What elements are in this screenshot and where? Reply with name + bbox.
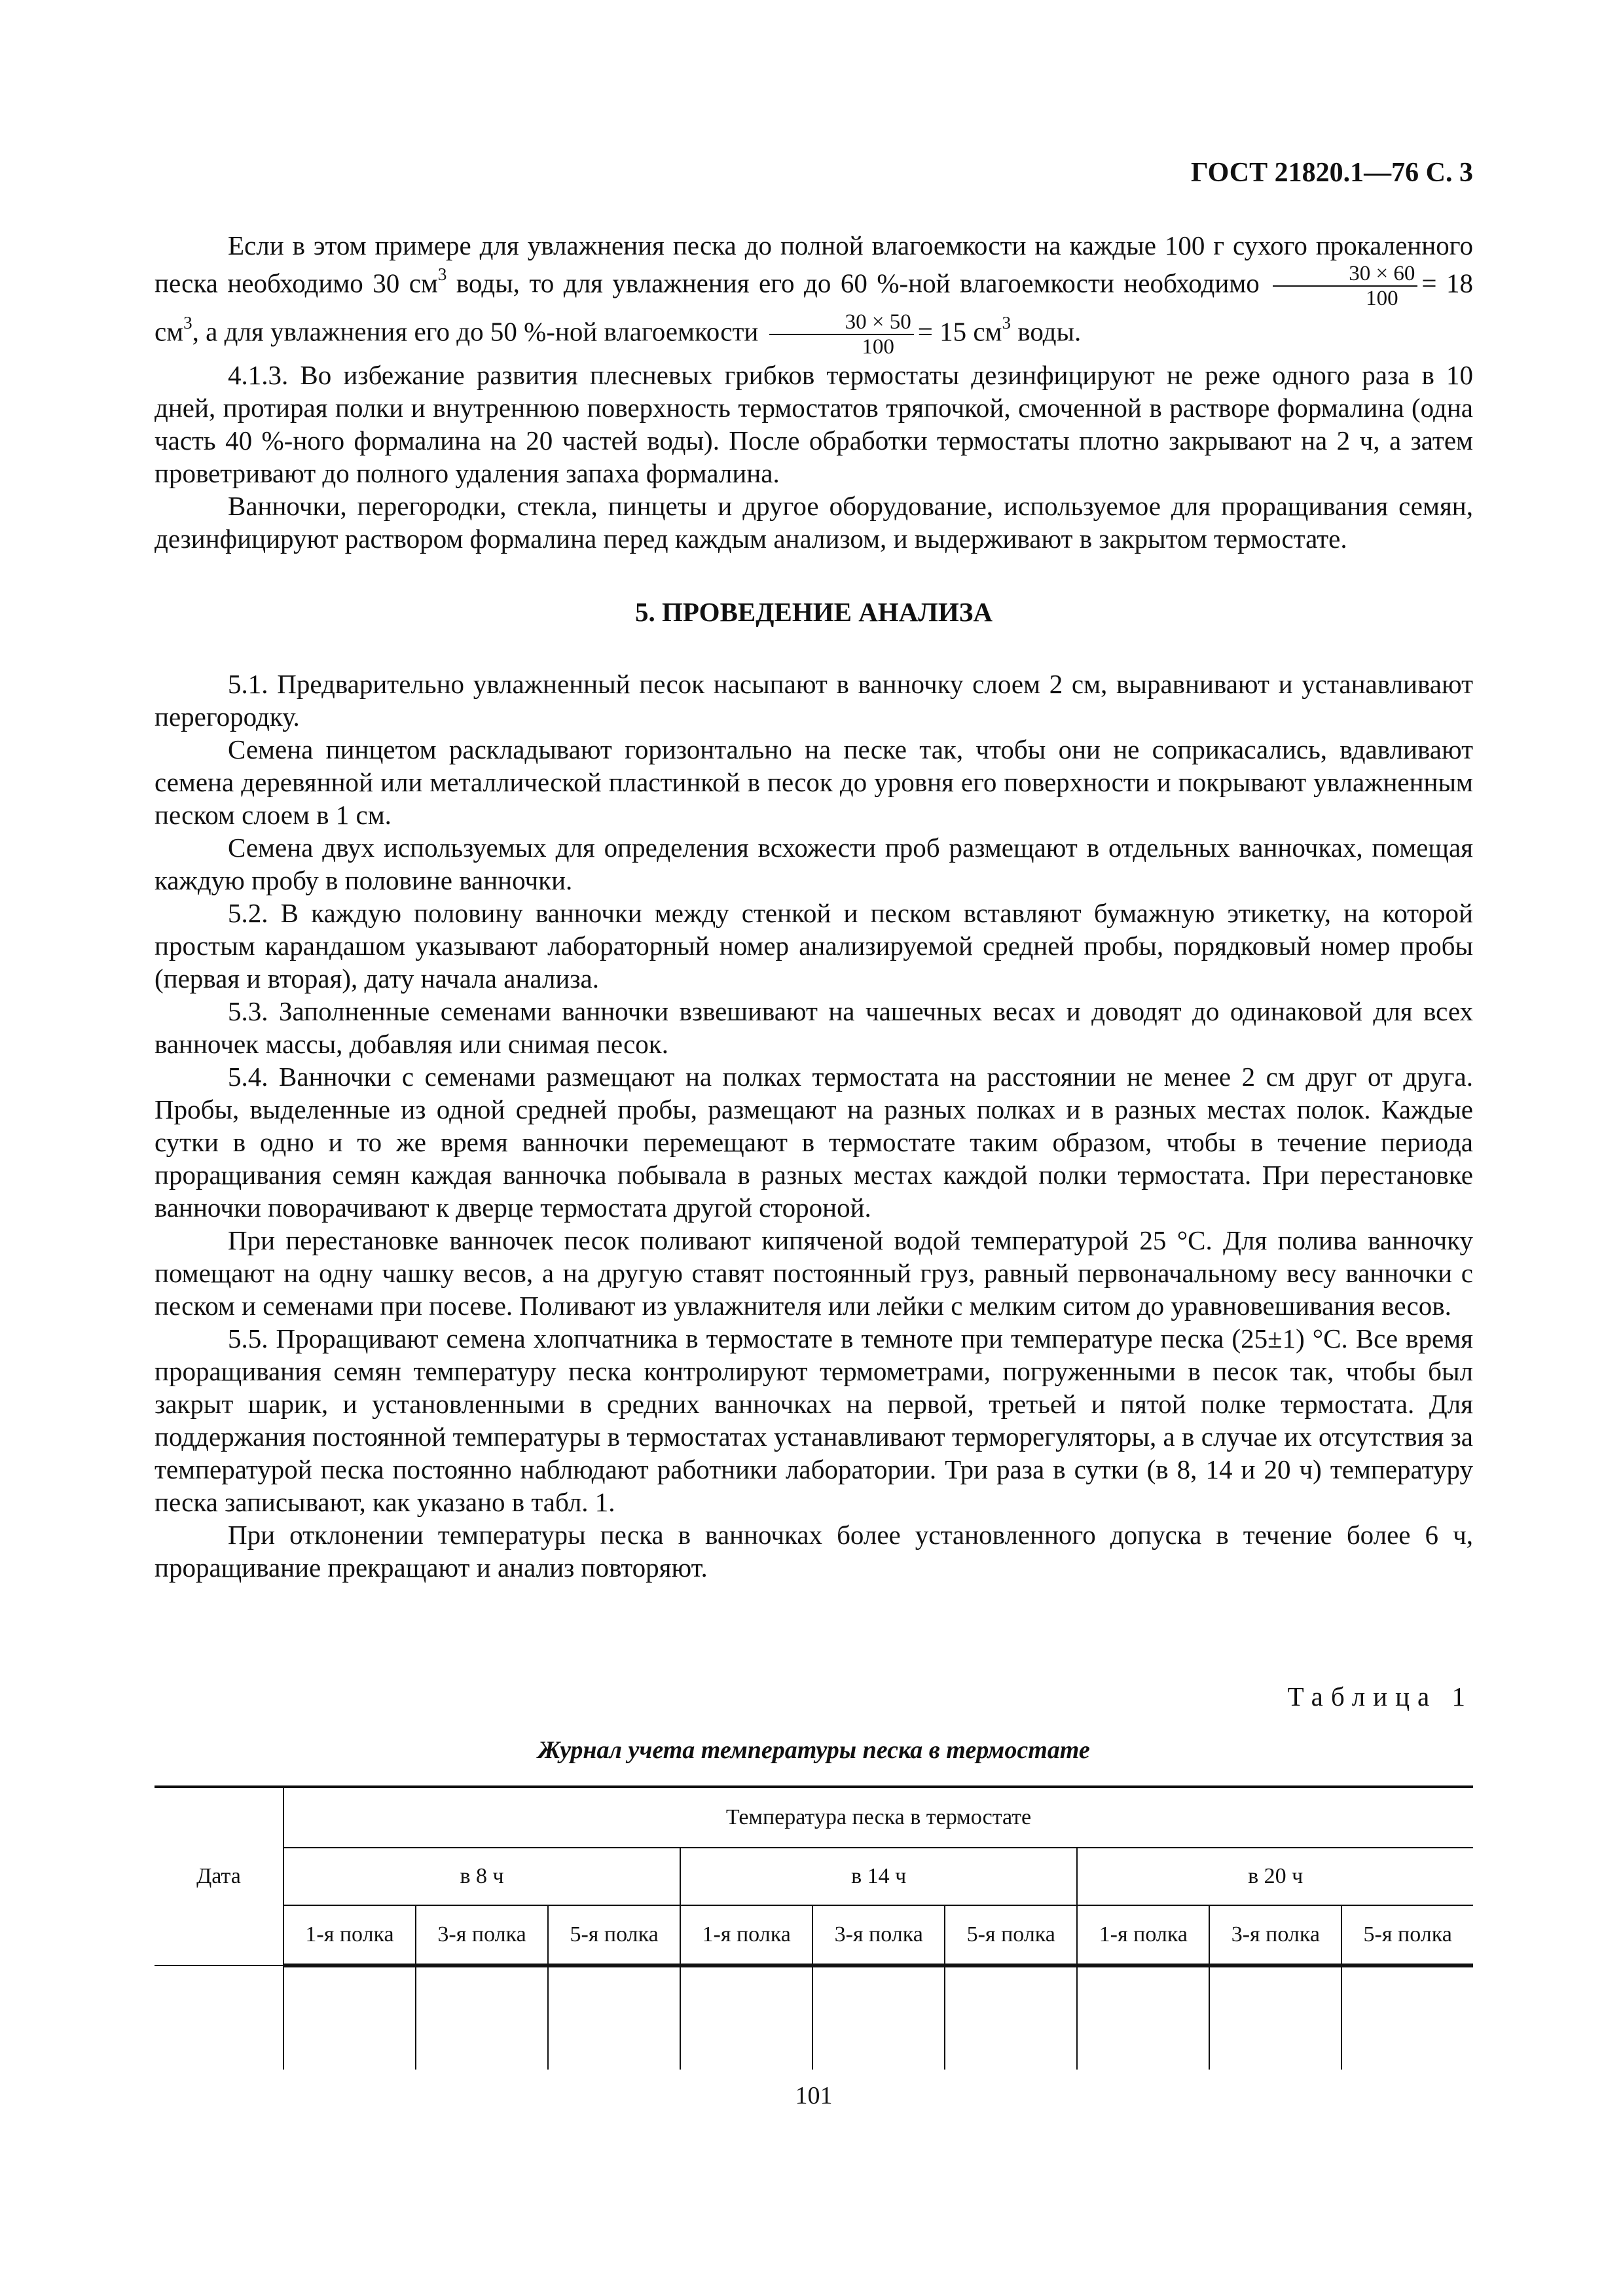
paragraph-watering: При перестановке ванночек песок поливают кипяченой водой температурой 25 °С. Для полива ванночку помещают на одну чашку весов, а на другую ставят постоянный груз, равный первоначальному весу ванночки с песком и семенами при посеве. Поливают из увлажнителя или лейки с мелким ситом до уравновешивания весов. xyxy=(155,1225,1473,1321)
body-text xyxy=(155,229,1473,1584)
shelf-header: 3-я полка xyxy=(416,1905,548,1965)
paragraph-seeds-placement: Семена пинцетом раскладывают горизонтально на песке так, чтобы они не соприкасались, вдавливают семена деревянной или металлической пластинкой в песок до уровня его поверхности и покрывают увлажненным песком слоем в 1 см. xyxy=(155,734,1473,830)
document-page xyxy=(155,0,1473,2296)
table-cell xyxy=(945,1965,1077,2070)
fraction xyxy=(769,310,914,359)
time-header: в 8 ч xyxy=(283,1848,680,1905)
fraction-denominator: 100 xyxy=(862,335,894,359)
group-header: Температура песка в термостате xyxy=(283,1787,1473,1848)
table-row xyxy=(155,1965,1473,2070)
fraction-numerator: 30 × 50 xyxy=(769,310,914,335)
text-span: = 15 см xyxy=(917,316,1002,347)
paragraph-example xyxy=(155,229,1473,359)
paragraph-disinfection: Ванночки, перегородки, стекла, пинцеты и другое оборудование, используемое для проращивания семян, дезинфицируют раствором формалина перед каждым анализом, и выдерживают в закрытом термостате. xyxy=(155,491,1473,554)
table-cell xyxy=(1341,1965,1473,2070)
fraction xyxy=(1273,262,1417,310)
shelf-header: 1-я полка xyxy=(680,1905,812,1965)
superscript: 3 xyxy=(437,264,447,284)
shelf-header: 3-я полка xyxy=(812,1905,945,1965)
paragraph-deviation: При отклонении температуры песка в ванночках более установленного допуска в течение более 6 ч, проращивание прекращают и анализ повторяют. xyxy=(155,1520,1473,1583)
paragraph-5-2: 5.2. В каждую половину ванночки между стенкой и песком вставляют бумажную этикетку, на которой простым карандашом указывают лабораторный номер анализируемой средней пробы, порядковый номер пробы (первая и вторая), дату начала анализа. xyxy=(155,898,1473,994)
text-span: воды, то для увлажнения его до 60 %-ной влагоемкости необходимо xyxy=(447,268,1260,298)
time-header: в 14 ч xyxy=(680,1848,1077,1905)
superscript: 3 xyxy=(1002,312,1011,332)
section-title: 5. ПРОВЕДЕНИЕ АНАЛИЗА xyxy=(634,597,993,627)
fraction-denominator: 100 xyxy=(1366,287,1398,310)
table-cell xyxy=(155,1965,283,2070)
text-span: воды. xyxy=(1010,316,1082,347)
fraction-numerator: 30 × 60 xyxy=(1273,262,1417,287)
text-span: , а для увлажнения его до 50 %-ной влагоемкости xyxy=(192,316,759,347)
paragraph-5-5: 5.5. Проращивают семена хлопчатника в термостате в темноте при температуре песка (25±1) °С. Все время проращивания семян температуру песка контролируют термометрами, погруженными в песок так, чтобы был закрыт шарик, и установленными в средних ванночках на первой, третьей и пятой полке термостата. Для поддержания постоянной температуры в термостатах устанавливают терморегуляторы, а в случае их отсутствия за температурой песка постоянно наблюдают работники лаборатории. Три раза в сутки (в 8, 14 и 20 ч) температуру песка записывают, как указано в табл. 1. xyxy=(155,1323,1473,1517)
page-number: 101 xyxy=(795,2082,833,2109)
temperature-journal-table xyxy=(155,1785,1473,2070)
paragraph-5-1: 5.1. Предварительно увлажненный песок насыпают в ванночку слоем 2 см, выравнивают и устанавливают перегородку. xyxy=(155,669,1473,732)
paragraph-seeds-samples: Семена двух используемых для определения всхожести проб размещают в отдельных ванночках, помещая каждую пробу в половине ванночки. xyxy=(155,833,1473,895)
superscript: 3 xyxy=(183,312,192,332)
shelf-header: 5-я полка xyxy=(1341,1905,1473,1965)
table-title: Журнал учета температуры песка в термостате xyxy=(538,1736,1090,1764)
shelf-header: 1-я полка xyxy=(283,1905,416,1965)
running-header: ГОСТ 21820.1—76 С. 3 xyxy=(1190,158,1473,188)
table-row xyxy=(155,1787,1473,1848)
text-span: = 18 см xyxy=(155,268,1473,347)
shelf-header: 1-я полка xyxy=(1077,1905,1209,1965)
time-header: в 20 ч xyxy=(1077,1848,1473,1905)
table-cell xyxy=(283,1965,416,2070)
table-cell xyxy=(1209,1965,1341,2070)
table-row xyxy=(155,1848,1473,1905)
table-cell xyxy=(680,1965,812,2070)
table-label: Таблица 1 xyxy=(1287,1681,1473,1712)
table-row xyxy=(155,1905,1473,1965)
paragraph-4-1-3: 4.1.3. Во избежание развития плесневых грибков термостаты дезинфицируют не реже одного раза в 10 дней, протирая полки и внутреннюю поверхность термостатов тряпочкой, смоченной в растворе формалина (одна часть 40 %-ного формалина на 20 частей воды). После обработки термостаты плотно закрывают на 2 ч, а затем проветривают до полного удаления запаха формалина. xyxy=(155,360,1473,488)
table-cell xyxy=(416,1965,548,2070)
shelf-header: 3-я полка xyxy=(1209,1905,1341,1965)
text-span: Если в этом примере для увлажнения песка до полной влагоемкости на каждые 100 г сухого прокаленного песка необходимо 30 см xyxy=(155,230,1473,298)
shelf-header: 5-я полка xyxy=(548,1905,680,1965)
paragraph-5-4: 5.4. Ванночки с семенами размещают на полках термостата на расстоянии не менее 2 см друг от друга. Пробы, выделенные из одной средней пробы, размещают на разных полках и в разных местах полок. Каждые сутки в одно и то же время ванночки перемещают в термостате таким образом, чтобы в течение периода проращивания семян каждая ванночка побывала в разных местах каждой полки термостата. При перестановке ванночки поворачивают к дверце термостата другой стороной. xyxy=(155,1062,1473,1223)
table-cell xyxy=(1077,1965,1209,2070)
paragraph-5-3: 5.3. Заполненные семенами ванночки взвешивают на чашечных весах и доводят до одинаковой для всех ванночек массы, добавляя или снимая песок. xyxy=(155,996,1473,1059)
shelf-header: 5-я полка xyxy=(945,1905,1077,1965)
table-cell xyxy=(548,1965,680,2070)
table-cell xyxy=(812,1965,945,2070)
date-header: Дата xyxy=(155,1787,283,1965)
